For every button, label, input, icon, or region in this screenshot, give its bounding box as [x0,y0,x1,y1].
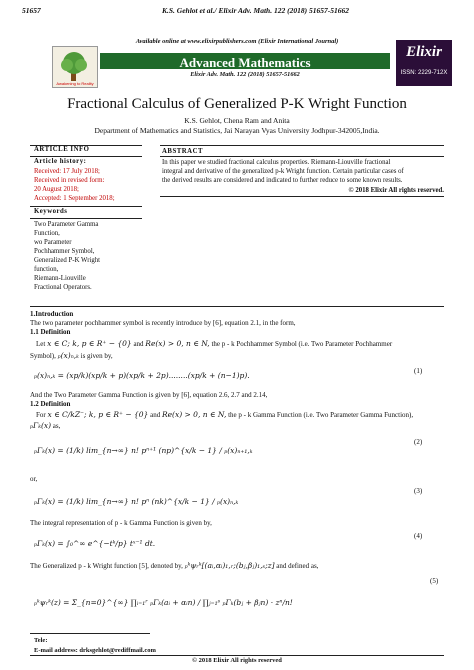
def-text: as, [52,422,61,430]
authors: K.S. Gehlot, Chena Ram and Anita [184,116,290,125]
header-citation: K.S. Gehlot et al./ Elixir Adv. Math. 122 (2018) 51657-51662 [162,6,349,15]
def-text: For [36,411,46,419]
keyword: Two Parameter Gamma [34,221,99,228]
def-text: and [133,340,144,348]
definition-1-1-heading: 1.1 Definition [30,328,71,336]
abstract-rule-mid [160,156,444,157]
def-text: is given by, [80,352,113,360]
availability-line: Available online at www.elixirpublishers.com (Elixir International Journal) [135,38,339,45]
footer-rule [30,633,150,634]
equation-4-number: (4) [414,532,423,540]
def-math: x ∈ C; k, p ∈ R⁺ − {0} [47,339,132,348]
body-rule [30,306,444,307]
def-text: The Generalized p - k Wright function [5], denoted by, [30,562,183,570]
equation-4: ₚΓₖ(x) = ∫₀^∞ e^{−tᵏ/p} tˣ⁻¹ dt. [34,539,156,548]
def-text: the p - k Pochhammer Symbol (i.e. Two Parameter Pochhammer [211,340,393,348]
equation-1: ₚ(x)ₙ,ₖ = (xp/k)(xp/k + p)(xp/k + 2p)........(xp/k + (n−1)p). [34,371,250,380]
def-math: ₚ(x)ₙ,ₖ [57,351,79,360]
abstract-heading: ABSTRACT [162,148,204,155]
journal-citation: Elixir Adv. Math. 122 (2018) 51657-51662 [190,71,300,78]
elixir-logo [396,40,452,86]
abstract-copyright: © 2018 Elixir All rights reserved. [348,187,444,194]
keywords-rule [30,206,142,207]
footer-copyright: © 2018 Elixir All rights reserved [192,657,282,664]
def-text: and defined as, [276,562,319,570]
info-rule-mid [30,156,142,157]
gamma-line: And the Two Parameter Gamma Function is given by [6], equation 2.6, 2.7 and 2.14, [30,391,268,399]
history-revised-label: Received in revised form: [34,177,105,184]
def-text: and [150,411,161,419]
keyword: Fractional Operators. [34,284,92,291]
intro-heading: 1.Introduction [30,310,74,318]
elixir-logo-name: Elixir [406,44,442,60]
history-received: Received: 17 July 2018; [34,168,100,175]
keywords-list [34,220,144,292]
equation-5: ₚᵏψᵣᵏ(z) = Σ_{n=0}^{∞} ∏ᵢ₌₁ʳ ₚΓₖ(aᵢ + αᵢn) / ∏ⱼ₌₁ˢ ₚΓₖ(bⱼ + βⱼn) · zⁿ/n! [34,598,293,607]
abstract-line: In this paper we studied fractional calculus properties. Riemann-Liouville fractional [162,159,391,166]
journal-name: Advanced Mathematics [179,55,311,70]
history-accepted: Accepted: 1 September 2018; [34,195,115,202]
def-math: ₚᵏψᵣᵏ[(aᵢ,αᵢ)₁,ᵣ;(bⱼ,βⱼ)₁,ₛ;z] [184,561,275,570]
abstract-body [162,158,446,185]
definition-1-1-text-2 [30,351,113,361]
keywords-heading: Keywords [34,208,68,215]
def-text: Symbol), [30,352,56,360]
article-info-heading: ARTICLE INFO [34,146,90,153]
def-math: ₚΓₖ(x) [30,421,52,430]
equation-2-number: (2) [414,438,423,446]
tree-logo-icon [53,47,97,87]
def-text: Let [36,340,46,348]
abstract-rule-bottom [160,196,444,197]
keyword: wo Parameter [34,239,72,246]
keyword: Generalized P-K Wright [34,257,101,264]
equation-3-number: (3) [414,487,423,495]
keywords-rule-2 [30,218,142,219]
history-revised-date: 20 August 2018; [34,186,79,193]
equation-5-number: (5) [430,577,439,585]
definition-1-2-heading: 1.2 Definition [30,400,71,408]
keyword: Riemann-Liouville [34,275,86,282]
issn: ISSN: 2229-712X [400,70,448,76]
running-header [22,6,460,18]
history-label: Article history: [34,158,87,165]
footer-tele: Tele: [34,637,48,644]
keyword: Function, [34,230,60,237]
wright-intro [30,561,318,571]
keyword: function, [34,266,59,273]
equation-1-number: (1) [414,367,423,375]
keyword: Pochhammer Symbol, [34,248,95,255]
logo-motto: Awakening to Reality [56,81,94,86]
page-number: 51657 [22,6,41,15]
integral-line: The integral representation of p - k Gamma Function is given by, [30,519,212,527]
footer-email: E-mail address: drksgehlot@rediffmail.com [34,647,156,654]
affiliation: Department of Mathematics and Statistics, Jai Narayan Vyas University Jodhpur-342005,India. [94,126,380,135]
equation-2: ₚΓₖ(x) = (1/k) lim_{n→∞} n! pⁿ⁺¹ (np)^{x/k − 1} / ₚ(x)ₙ₊₁,ₖ [34,446,253,455]
definition-1-1-text [36,339,392,349]
def-math: x ∈ C/kZ⁻; k, p ∈ R⁺ − {0} [47,410,149,419]
abstract-line: integral and derivative of the generalized p-k Wright function. Certain particular cases of [162,168,404,175]
abstract-line: the derived results are considered and indicated to further reduce to some known results. [162,177,403,184]
abstract-rule-top [160,145,444,146]
history-list [34,167,144,203]
or-text: or, [30,475,38,483]
def-text: the p - k Gamma Function (i.e. Two Parameter Gamma Function), [228,411,414,419]
publisher-logo [52,46,98,88]
def-math: Re(x) > 0, n ∈ N, [145,339,210,348]
definition-1-2-text [36,410,413,420]
definition-1-2-text-2 [30,421,60,431]
paper-title: Fractional Calculus of Generalized P-K Wright Function [67,96,407,112]
intro-line: The two parameter pochhammer symbol is recently introduce by [6], equation 2.1, in the form, [30,319,296,327]
footer-rule-2 [30,655,444,656]
def-math: Re(x) > 0, n ∈ N, [161,410,227,419]
equation-3: ₚΓₖ(x) = (1/k) lim_{n→∞} n! pⁿ (nk)^{x/k − 1} / ₚ(x)ₙ,ₖ [34,497,239,506]
